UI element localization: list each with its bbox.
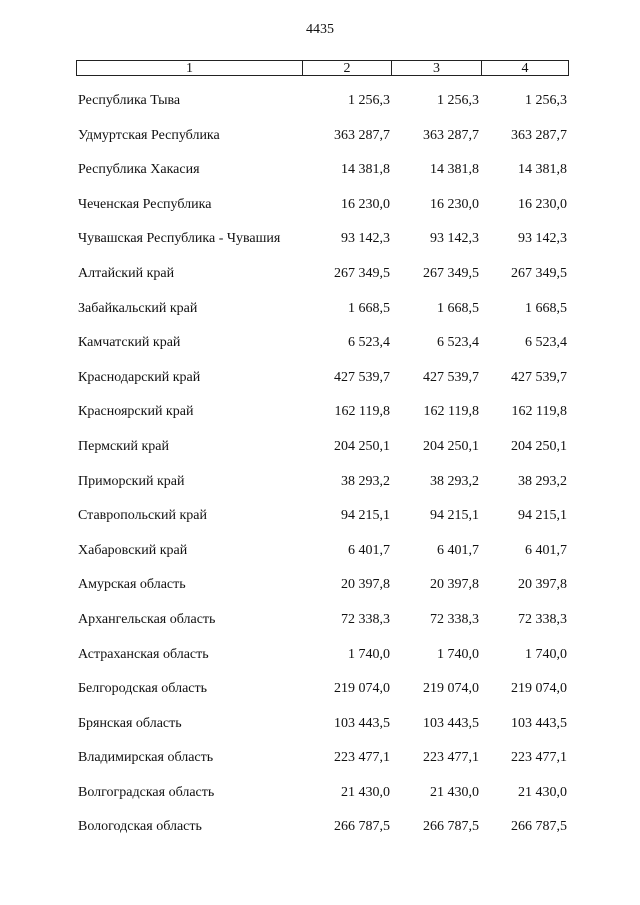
value-col-3: 93 142,3 <box>430 231 479 247</box>
region-name: Ставропольский край <box>78 508 207 524</box>
value-col-3: 14 381,8 <box>430 162 479 178</box>
value-col-2: 1 740,0 <box>348 646 390 662</box>
table-row <box>0 437 640 472</box>
region-name: Владимирская область <box>78 750 214 766</box>
value-col-4: 16 230,0 <box>518 196 567 212</box>
value-col-3: 427 539,7 <box>423 369 479 385</box>
value-col-2: 363 287,7 <box>334 127 390 143</box>
value-col-4: 6 401,7 <box>525 542 567 558</box>
value-col-3: 1 256,3 <box>437 93 479 108</box>
table-row <box>0 783 640 818</box>
value-col-2: 204 250,1 <box>334 438 390 454</box>
table-row <box>0 333 640 368</box>
header-col-3: 3 <box>392 61 482 75</box>
value-col-4: 21 430,0 <box>518 784 567 800</box>
value-col-3: 20 397,8 <box>430 577 479 593</box>
value-col-3: 16 230,0 <box>430 196 479 212</box>
value-col-4: 38 293,2 <box>518 473 567 489</box>
value-col-3: 363 287,7 <box>423 127 479 143</box>
value-col-4: 162 119,8 <box>511 404 567 420</box>
value-col-4: 1 668,5 <box>525 300 567 316</box>
value-col-2: 266 787,5 <box>334 819 390 835</box>
value-col-4: 427 539,7 <box>511 369 567 385</box>
value-col-2: 267 349,5 <box>334 265 390 281</box>
value-col-3: 266 787,5 <box>423 819 479 835</box>
table-row <box>0 575 640 610</box>
value-col-3: 21 430,0 <box>430 784 479 800</box>
value-col-2: 14 381,8 <box>341 162 390 178</box>
header-col-4: 4 <box>521 61 529 76</box>
value-col-2: 1 668,5 <box>348 300 390 316</box>
table-row <box>0 402 640 437</box>
value-col-2: 21 430,0 <box>341 784 390 800</box>
region-name: Пермский край <box>78 438 169 454</box>
region-name: Красноярский край <box>78 404 194 420</box>
value-col-2: 6 401,7 <box>348 542 390 558</box>
value-col-3: 72 338,3 <box>430 611 479 627</box>
region-name: Чеченская Республика <box>78 196 212 212</box>
value-col-3: 162 119,8 <box>423 404 479 420</box>
region-name: Краснодарский край <box>78 369 201 385</box>
region-name: Республика Тыва <box>78 93 181 108</box>
region-name: Алтайский край <box>78 265 175 281</box>
value-col-3: 1 668,5 <box>437 300 479 316</box>
table-row <box>0 126 640 161</box>
value-col-4: 363 287,7 <box>511 127 567 143</box>
table-row <box>0 714 640 749</box>
table-row <box>0 264 640 299</box>
table-row <box>0 748 640 783</box>
page-number: 4435 <box>306 22 334 37</box>
value-col-4: 219 074,0 <box>511 681 567 697</box>
region-name: Забайкальский край <box>78 300 198 316</box>
region-name: Белгородская область <box>78 681 208 697</box>
value-col-2: 38 293,2 <box>341 473 390 489</box>
value-col-3: 204 250,1 <box>423 438 479 454</box>
value-col-3: 219 074,0 <box>423 681 479 697</box>
value-col-4: 103 443,5 <box>511 715 567 731</box>
header-col-1: 1 <box>77 61 303 75</box>
table-row <box>0 160 640 195</box>
value-col-3: 223 477,1 <box>423 750 479 766</box>
table-row <box>0 299 640 334</box>
value-col-2: 93 142,3 <box>341 231 390 247</box>
region-name: Брянская область <box>78 715 182 731</box>
value-col-3: 267 349,5 <box>423 265 479 281</box>
value-col-3: 6 401,7 <box>437 542 479 558</box>
table-row <box>0 645 640 680</box>
value-col-4: 94 215,1 <box>518 508 567 524</box>
table-row <box>0 91 640 126</box>
value-col-4: 223 477,1 <box>511 750 567 766</box>
region-name: Волгоградская область <box>78 784 215 800</box>
value-col-2: 16 230,0 <box>341 196 390 212</box>
value-col-4: 1 740,0 <box>525 646 567 662</box>
table-body <box>0 91 640 852</box>
table-row <box>0 541 640 576</box>
table-row <box>0 229 640 264</box>
value-col-3: 6 523,4 <box>437 335 479 351</box>
value-col-2: 162 119,8 <box>334 404 390 420</box>
table-row <box>0 195 640 230</box>
region-name: Хабаровский край <box>78 542 188 558</box>
value-col-4: 266 787,5 <box>511 819 567 835</box>
table-row <box>0 472 640 507</box>
region-name: Амурская область <box>78 577 186 593</box>
value-col-2: 223 477,1 <box>334 750 390 766</box>
value-col-4: 93 142,3 <box>518 231 567 247</box>
value-col-4: 14 381,8 <box>518 162 567 178</box>
region-name: Республика Хакасия <box>78 162 200 178</box>
value-col-4: 6 523,4 <box>525 335 567 351</box>
value-col-4: 72 338,3 <box>518 611 567 627</box>
value-col-3: 103 443,5 <box>423 715 479 731</box>
region-name: Вологодская область <box>78 819 202 835</box>
value-col-2: 219 074,0 <box>334 681 390 697</box>
region-name: Чувашская Республика - Чувашия <box>78 231 281 247</box>
table-header <box>76 60 569 76</box>
value-col-3: 1 740,0 <box>437 646 479 662</box>
value-col-3: 38 293,2 <box>430 473 479 489</box>
table-row <box>0 679 640 714</box>
value-col-2: 103 443,5 <box>334 715 390 731</box>
value-col-3: 94 215,1 <box>430 508 479 524</box>
table-row <box>0 817 640 852</box>
value-col-2: 1 256,3 <box>348 93 390 108</box>
value-col-2: 427 539,7 <box>334 369 390 385</box>
region-name: Камчатский край <box>78 335 181 351</box>
value-col-2: 94 215,1 <box>341 508 390 524</box>
table-row <box>0 610 640 645</box>
value-col-4: 204 250,1 <box>511 438 567 454</box>
header-col-2: 2 <box>303 61 392 75</box>
table-row <box>0 368 640 403</box>
region-name: Астраханская область <box>78 646 209 662</box>
table-row <box>0 506 640 541</box>
region-name: Приморский край <box>78 473 185 489</box>
value-col-4: 20 397,8 <box>518 577 567 593</box>
value-col-2: 72 338,3 <box>341 611 390 627</box>
region-name: Удмуртская Республика <box>78 127 220 143</box>
value-col-4: 1 256,3 <box>525 93 567 108</box>
region-name: Архангельская область <box>78 611 216 627</box>
value-col-2: 6 523,4 <box>348 335 390 351</box>
value-col-4: 267 349,5 <box>511 265 567 281</box>
value-col-2: 20 397,8 <box>341 577 390 593</box>
